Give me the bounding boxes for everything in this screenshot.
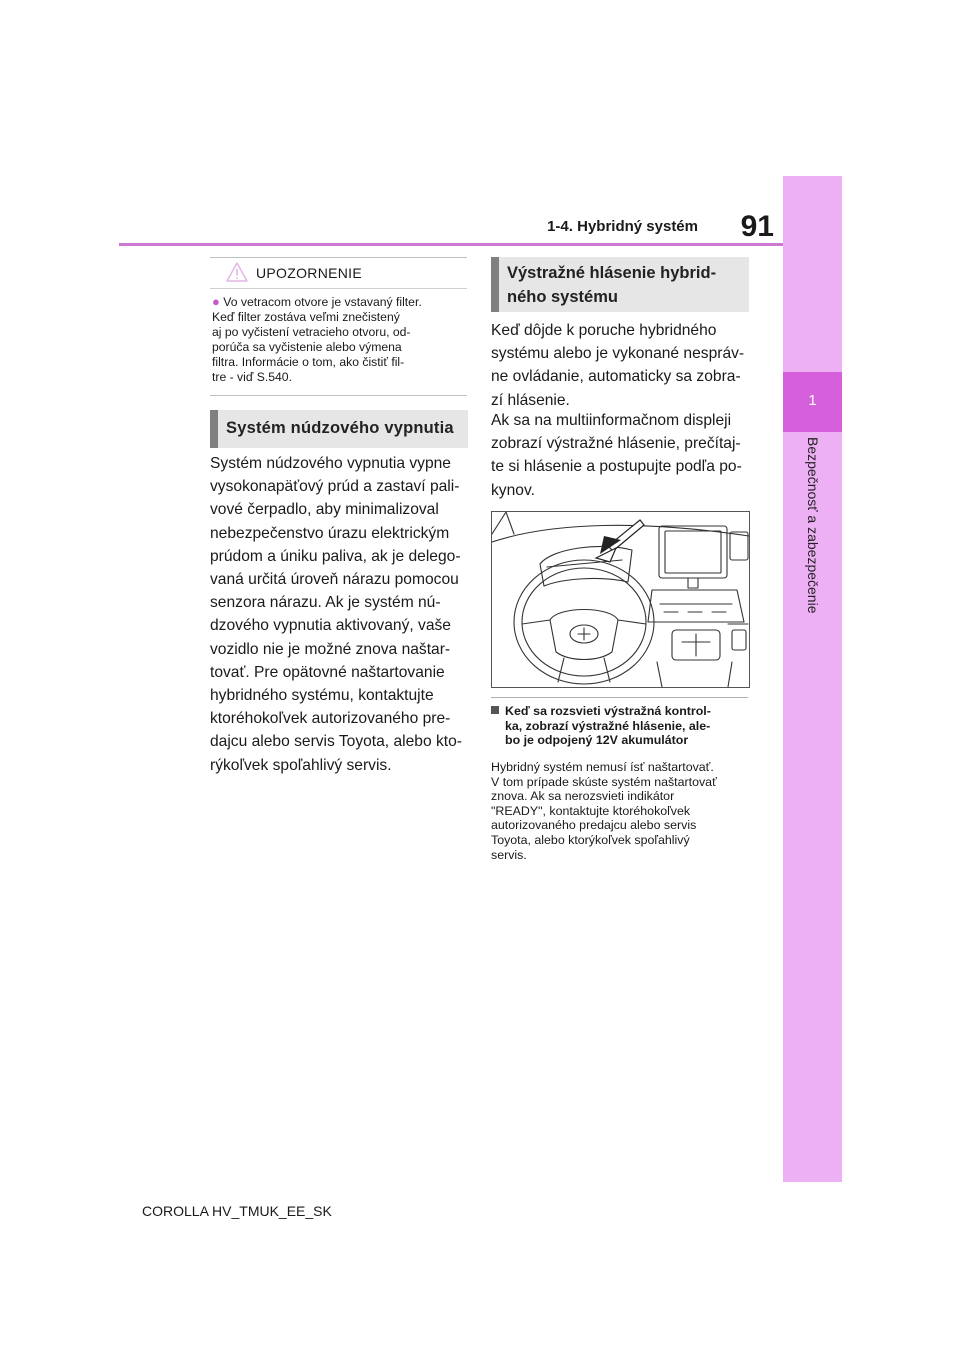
warning-header [210,258,467,289]
text-line: vozidlo nie je možné znova naštar- [210,640,451,658]
text-line: "READY", kontaktujte ktoréhokoľvek [491,803,691,818]
text-line: Toyota, alebo ktorýkoľvek spoľahlivý [491,832,690,847]
subsection-body [491,760,749,862]
heading-line: Výstražné hlásenie hybrid- [507,264,717,282]
warning-title: UPOZORNENIE [256,265,362,281]
warning-message-paragraph-1 [491,319,749,412]
bullet-icon: ● [212,294,220,309]
header-rule [119,243,783,246]
heading-line: bo je odpojený 12V akumulátor [505,733,689,748]
dashboard-illustration [491,511,750,688]
warning-line: tre - viď S.540. [212,370,292,384]
text-line: rýkoľvek spoľahlivý servis. [210,756,392,774]
warning-line: Keď filter zostáva veľmi znečistený [212,310,400,324]
section-heading-emergency: Systém núdzového vypnutia [210,410,468,448]
warning-message-paragraph-2 [491,409,749,502]
text-line: Systém núdzového vypnutia vypne [210,455,451,472]
text-line: dzového vypnutia aktivovaný, vaše [210,617,451,635]
subsection-heading [491,704,749,748]
section-header-title: 1-4. Hybridný systém [547,218,698,235]
text-line: prúdom a úniku paliva, ak je delego- [210,547,461,565]
text-line: vové čerpadlo, aby minimalizoval [210,501,439,519]
text-line: vysokonapäťový prúd a zastaví pali- [210,478,460,496]
warning-line: porúča sa vyčistenie alebo výmena [212,340,402,354]
text-line: zobrazí výstražné hlásenie, prečítaj- [491,435,741,453]
footer-model-code: COROLLA HV_TMUK_EE_SK [142,1203,332,1219]
warning-line: aj po vyčistení vetracieho otvoru, od- [212,325,411,339]
text-line: znova. Ak sa nerozsvieti indikátor [491,789,675,804]
subsection-rule [491,697,748,698]
heading-line: ného systému [507,288,618,306]
chapter-side-tab [783,176,842,1182]
text-line: senzora nárazu. Ak je systém nú- [210,594,441,612]
heading-line: ka, zobrazí výstražné hlásenie, ale- [505,718,711,733]
text-line: Keď dôjde k poruche hybridného [491,322,717,339]
chapter-number: 1 [808,392,817,409]
text-line: V tom prípade skúste systém naštartovať [491,774,717,789]
text-line: hybridného systému, kontaktujte [210,687,434,705]
text-line: vaná určitá úroveň nárazu pomocou [210,571,459,589]
text-line: Ak sa na multiinformačnom displeji [491,412,732,429]
text-line: servis. [491,847,527,862]
text-line: ne ovládanie, automaticky sa zobra- [491,368,741,386]
text-line: zí hlásenie. [491,391,570,409]
text-line: ktoréhokoľvek autorizovaného pre- [210,710,451,728]
warning-triangle-icon [226,262,248,282]
dashboard-drawing [492,512,749,687]
text-line: Hybridný systém nemusí ísť naštartovať. [491,760,714,774]
heading-line: Keď sa rozsvieti výstražná kontrol- [491,704,749,719]
warning-line: ● Vo vetracom otvore je vstavaný filter. [212,294,422,309]
warning-text [212,294,465,385]
text-line: te si hlásenie a postupujte podľa po- [491,458,742,476]
warning-line: filtra. Informácie o tom, ako čistiť fil- [212,355,405,369]
text-line: tovať. Pre opätovné naštartovanie [210,663,445,681]
text-line: nebezpečenstvo úrazu elektrickým [210,524,450,542]
text-line: dajcu alebo servis Toyota, alebo kto- [210,733,462,751]
text-line: autorizovaného predajcu alebo servis [491,818,697,833]
page-number: 91 [740,210,774,243]
pointer-arrow [596,520,644,562]
chapter-title: Bezpečnosť a zabezpečenie [805,437,821,614]
section-body-emergency [210,452,468,777]
warning-box [210,257,467,396]
text-line: kynov. [491,481,535,499]
square-bullet-icon [491,706,499,714]
section-heading-warning-message [491,257,749,312]
text-line: systému alebo je vykonané nespráv- [491,345,745,363]
